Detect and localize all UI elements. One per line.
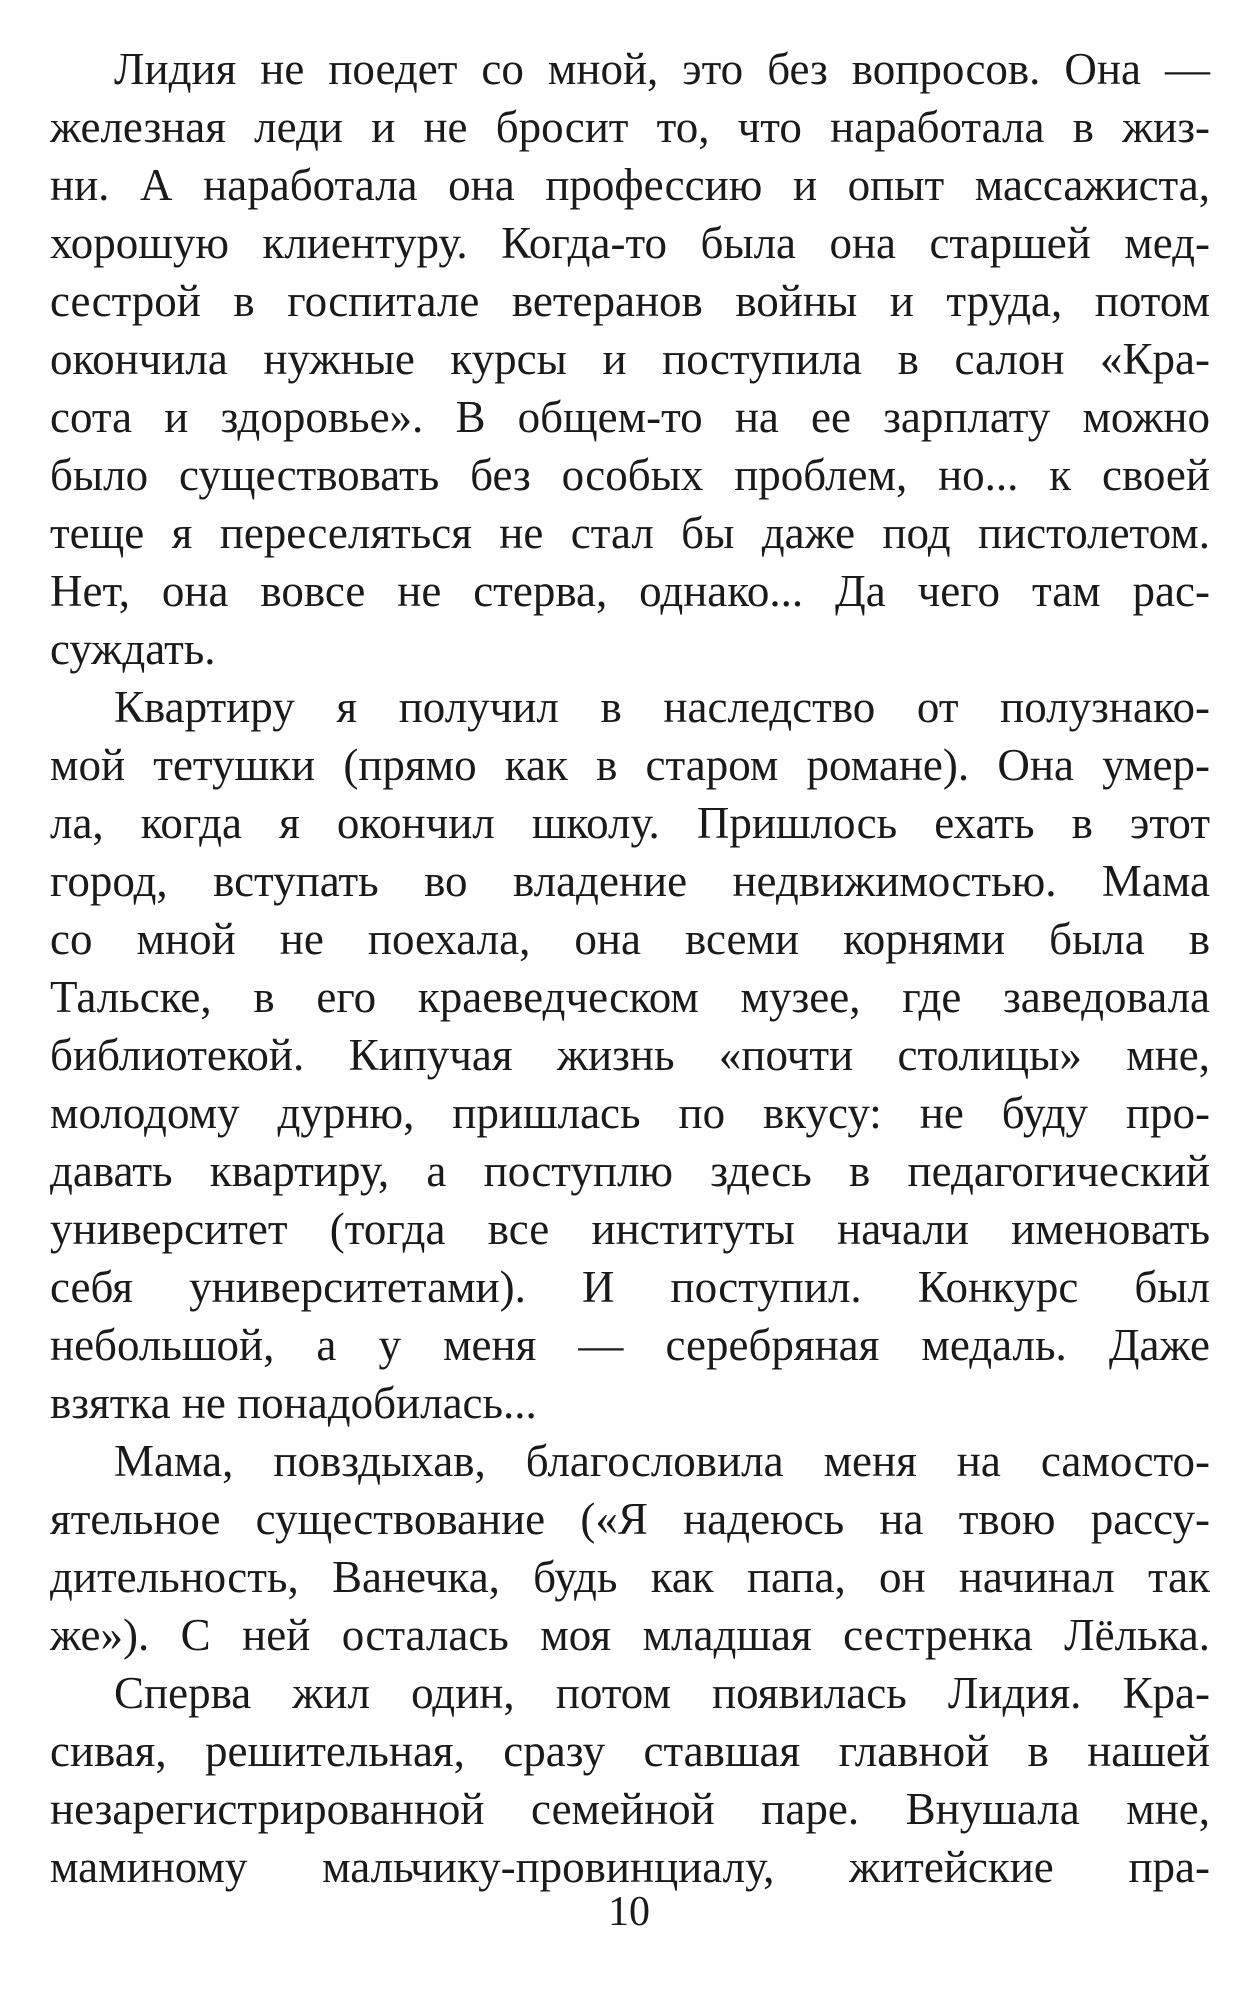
text-line: сивая, решительная, сразу ставшая главной в нашей: [50, 1726, 1210, 1776]
page-number: 10: [608, 1889, 650, 1935]
text-line: со мной не поехала, она всеми корнями была в: [50, 914, 1210, 964]
paragraph: [50, 1664, 1210, 1896]
text-line: маминому мальчику-провинциалу, житейские пра-: [50, 1842, 1210, 1892]
text-line: ни. А наработала она профессию и опыт массажиста,: [50, 160, 1210, 210]
text-line: же»). С ней осталась моя младшая сестренка Лёлька.: [50, 1610, 1210, 1660]
text-line: библиотекой. Кипучая жизнь «почти столицы» мне,: [50, 1030, 1210, 1080]
text-line: университет (тогда все институты начали именовать: [50, 1204, 1210, 1254]
text-line: Сперва жил один, потом появилась Лидия. Кра-: [114, 1668, 1210, 1718]
text-line: железная леди и не бросит то, что наработала в жиз-: [50, 102, 1210, 152]
text-line: давать квартиру, а поступлю здесь в педагогический: [50, 1146, 1210, 1196]
text-line: окончила нужные курсы и поступила в салон «Кра-: [50, 334, 1210, 384]
text-line: ятельное существование («Я надеюсь на твою рассу-: [50, 1494, 1210, 1544]
text-line: себя университетами). И поступил. Конкурс был: [50, 1262, 1210, 1312]
text-line: сестрой в госпитале ветеранов войны и труда, потом: [50, 276, 1210, 326]
paragraph: [50, 1432, 1210, 1664]
text-line: город, вступать во владение недвижимостью. Мама: [50, 856, 1210, 906]
text-line: сота и здоровье». В общем-то на ее зарплату можно: [50, 392, 1210, 442]
text-line: ла, когда я окончил школу. Пришлось ехать в этот: [50, 798, 1210, 848]
text-line: было существовать без особых проблем, но... к своей: [50, 450, 1210, 500]
text-line: взятка не понадобилась...: [50, 1378, 537, 1428]
text-line: суждать.: [50, 624, 216, 674]
text-line: молодому дурню, пришлась по вкусу: не буду про-: [50, 1088, 1210, 1138]
text-line: Мама, повздыхав, благословила меня на самосто-: [114, 1436, 1210, 1486]
text-line: Лидия не поедет со мной, это без вопросов. Она —: [114, 44, 1210, 94]
paragraph: [50, 40, 1210, 678]
text-line: Квартиру я получил в наследство от полузнако-: [114, 682, 1210, 732]
text-line: Тальске, в его краеведческом музее, где заведовала: [50, 972, 1210, 1022]
text-line: незарегистрированной семейной паре. Внушала мне,: [50, 1784, 1210, 1834]
text-line: небольшой, а у меня — серебряная медаль. Даже: [50, 1320, 1210, 1370]
book-page: [50, 40, 1210, 1896]
text-line: мой тетушки (прямо как в старом романе). Она умер-: [50, 740, 1210, 790]
text-line: теще я переселяться не стал бы даже под пистолетом.: [50, 508, 1210, 558]
text-line: хорошую клиентуру. Когда-то была она старшей мед-: [50, 218, 1210, 268]
paragraph: [50, 678, 1210, 1432]
text-line: Нет, она вовсе не стерва, однако... Да чего там рас-: [50, 566, 1210, 616]
text-line: дительность, Ванечка, будь как папа, он начинал так: [50, 1552, 1210, 1602]
